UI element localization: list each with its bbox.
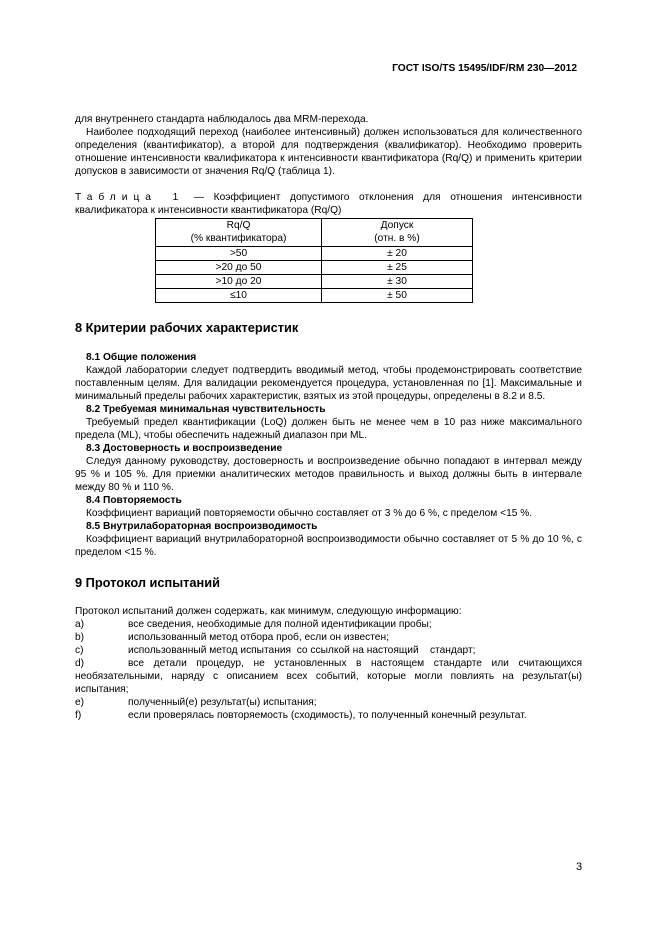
intro-paragraph-1: для внутреннего стандарта наблюдалось два MRM-перехода. — [75, 114, 369, 125]
section-8-heading: 8 Критерии рабочих характеристик — [75, 320, 299, 335]
list-item-label: a) — [75, 619, 85, 630]
subsection-8-5-heading: 8.5 Внутрилабораторная воспроизводимость — [86, 521, 318, 532]
list-item-label: f) — [75, 710, 82, 721]
table-label: Таблица 1 — [75, 192, 185, 203]
table-cell-tolerance: ± 50 — [322, 289, 473, 303]
subsection-8-2-text: Требуемый предел квантификации (LoQ) должен быть не менее чем в 10 раз ниже максимального предела (ML), чтобы обеспечить надежный диапазон при ML. — [75, 417, 582, 441]
table-caption — [75, 191, 582, 217]
table-cell-tolerance: ± 30 — [322, 275, 473, 289]
subsection-8-5-text: Коэффициент вариаций внутрилабораторной воспроизводимости обычно составляет от 5 % до 10 %, с пределом <15 %. — [75, 534, 582, 558]
table-row — [156, 275, 473, 289]
list-item-text: использованный метод испытания со ссылкой на настоящий стандарт; — [128, 645, 476, 656]
table-cell-range: >50 — [156, 247, 322, 261]
section-9-heading: 9 Протокол испытаний — [75, 575, 221, 590]
table-header-tolerance: Допуск (отн. в %) — [322, 219, 473, 247]
table-cell-range: >20 до 50 — [156, 261, 322, 275]
list-item-label: b) — [75, 632, 85, 643]
list-item — [75, 631, 582, 644]
page-number: 3 — [576, 861, 583, 873]
table-caption-text: — Коэффициент допустимого отклонения для отношения интенсивности квалификатора к интенсивности квантификатора (Rq/Q) — [75, 192, 582, 216]
list-item-text: все детали процедур, не установленных в настоящем стандарте или считающихся необязательными, наряду с описанием всех событий, которые могли повлиять на результат(ы) испытания; — [75, 658, 582, 695]
table-row — [156, 247, 473, 261]
page-content — [75, 113, 582, 722]
document-header: ГОСТ ISO/TS 15495/IDF/RM 230—2012 — [392, 63, 577, 74]
list-item — [75, 696, 582, 709]
section-9-intro: Протокол испытаний должен содержать, как минимум, следующую информацию: — [75, 606, 462, 617]
subsection-8-1-text: Каждой лаборатории следует подтвердить вводимый метод, чтобы продемонстрировать соответствие поставленным целям. Для валидации рекомендуется процедура, установленная по [1]. Максимальные и минимальный пределы рабочих характеристик, взятых из этой процедуры, определены в 8.2 и 8.5. — [75, 365, 582, 402]
table-header-row — [156, 219, 473, 247]
list-item-label: e) — [75, 697, 85, 708]
table-cell-range: >10 до 20 — [156, 275, 322, 289]
subsection-8-2-heading: 8.2 Требуемая минимальная чувствительность — [86, 404, 326, 415]
table-row — [156, 289, 473, 303]
table-header-ratio: Rq/Q (% квантификатора) — [156, 219, 322, 247]
table-row — [156, 261, 473, 275]
subsection-8-3-heading: 8.3 Достоверность и воспроизведение — [86, 443, 283, 454]
tolerance-table — [155, 218, 473, 303]
subsection-8-4-text: Коэффициент вариаций повторяемости обычно составляет от 3 % до 6 %, с пределом <15 %. — [86, 508, 533, 519]
list-item-text: если проверялась повторяемость (сходимость), то полученный конечный результат. — [128, 710, 527, 721]
subsection-8-4-heading: 8.4 Повторяемость — [86, 495, 182, 506]
list-item-text: полученный(е) результат(ы) испытания; — [128, 697, 317, 708]
table-cell-tolerance: ± 25 — [322, 261, 473, 275]
list-item — [75, 657, 582, 696]
list-item-text: все сведения, необходимые для полной идентификации пробы; — [128, 619, 432, 630]
table-cell-tolerance: ± 20 — [322, 247, 473, 261]
intro-paragraph-2: Наиболее подходящий переход (наиболее интенсивный) должен использоваться для количественного определения (квантификатор), а второй для подтверждения (квалификатор). Необходимо проверить отношение интенсивности квалификатора к интенсивности квантификатора (Rq/Q) и применить критерии допусков в зависимости от значения Rq/Q (таблица 1). — [75, 127, 582, 177]
table-cell-range: ≤10 — [156, 289, 322, 303]
list-item-label: c) — [75, 645, 84, 656]
list-item — [75, 709, 582, 722]
list-item-label: d) — [75, 658, 85, 669]
subsection-8-3-text: Следуя данному руководству, достоверность и воспроизведение обычно попадают в интервал между 95 % и 105 %. Для приемки аналитических методов правильность и выход должны быть в интервале между 80 % и 110 %. — [75, 456, 582, 493]
list-item-text: использованный метод отбора проб, если он известен; — [128, 632, 389, 643]
subsection-8-1-heading: 8.1 Общие положения — [86, 352, 197, 363]
list-item — [75, 618, 582, 631]
list-item — [75, 644, 582, 657]
